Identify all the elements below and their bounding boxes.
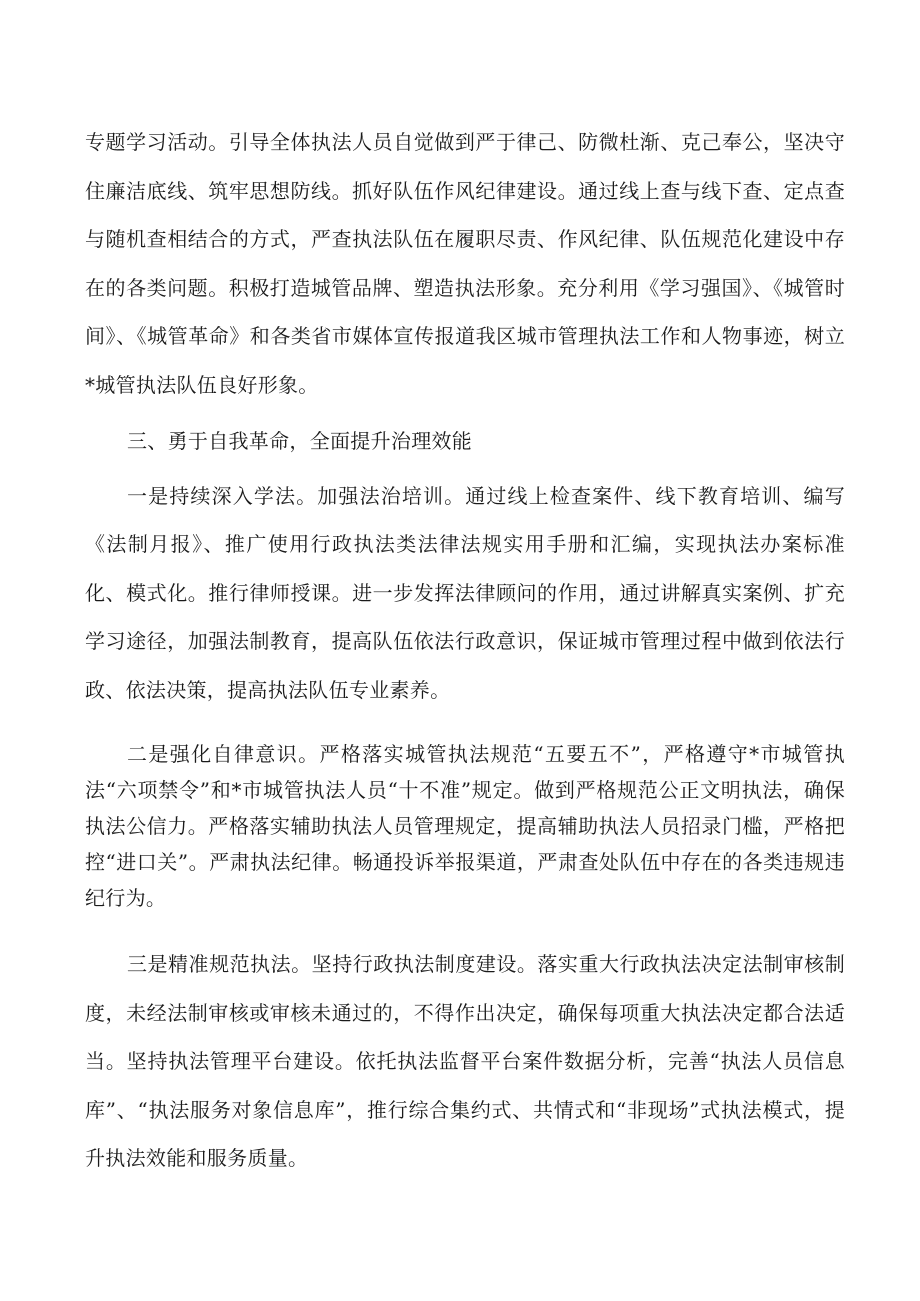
paragraph-standardized-enforcement: 三是精准规范执法。坚持行政执法制度建设。落实重大行政执法决定法制审核制度，未经法制审核或审核未通过的，不得作出决定，确保每项重大执法决定都合法适当。坚持执法管理平台建设。依托执法监督平台案件数据分析，完善“执法人员信息库”、“执法服务对象信息库”，推行综合集约式、共情式和“非现场”式执法模式，提升执法效能和服务质量。 [85,952,845,1170]
section-heading-self-revolution: 三、勇于自我革命，全面提升治理效能 [127,429,473,453]
paragraph-self-discipline: 二是强化自律意识。严格落实城管执法规范“五要五不”，严格遵守*市城管执法“六项禁令”和*市城管执法人员“十不准”规定。做到严格规范公正文明执法，确保执法公信力。严格落实辅助执法人员管理规定，提高辅助执法人员招录门槛，严格把控“进口关”。严肃执法纪律。畅通投诉举报渠道，严肃查处队伍中存在的各类违规违纪行为。 [85,742,845,910]
paragraph-study-law: 一是持续深入学法。加强法治培训。通过线上检查案件、线下教育培训、编写《法制月报》、推广使用行政执法类法律法规实用手册和汇编，实现执法办案标准化、模式化。推行律师授课。进一步发挥法律顾问的作用，通过讲解真实案例、扩充学习途径，加强法制教育，提高队伍依法行政意识，保证城市管理过程中做到依法行政、依法决策，提高执法队伍专业素养。 [85,483,845,702]
document-page [85,118,845,1183]
paragraph-discipline-building: 专题学习活动。引导全体执法人员自觉做到严于律己、防微杜渐、克己奉公，坚决守住廉洁底线、筑牢思想防线。抓好队伍作风纪律建设。通过线上查与线下查、定点查与随机查相结合的方式，严查执法队伍在履职尽责、作风纪律、队伍规范化建设中存在的各类问题。积极打造城管品牌、塑造执法形象。充分利用《学习强国》、《城管时间》、《城管革命》和各类省市媒体宣传报道我区城市管理执法工作和人物事迹，树立*城管执法队伍良好形象。 [85,130,845,397]
